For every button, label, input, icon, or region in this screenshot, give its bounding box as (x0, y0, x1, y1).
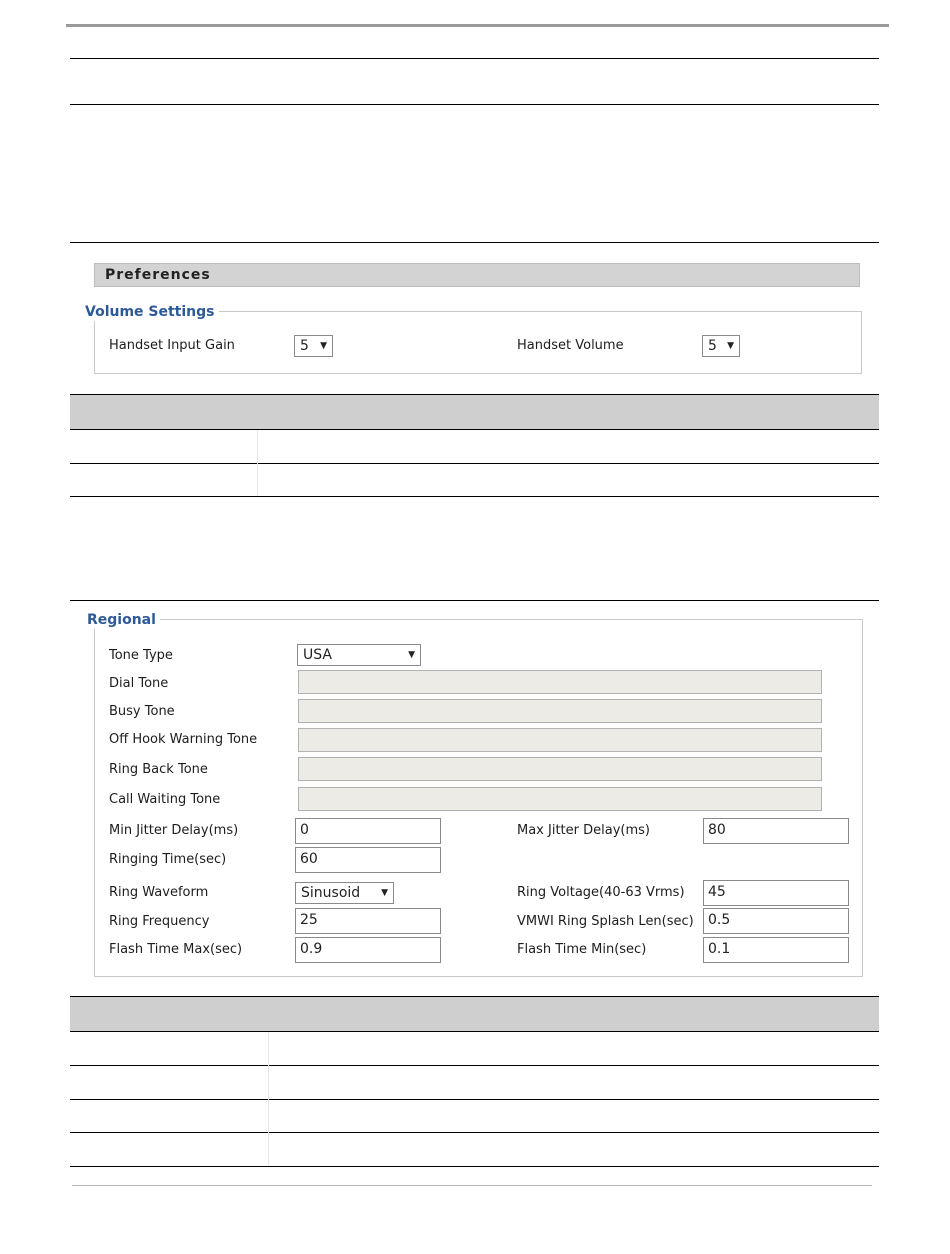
flash-time-max-label: Flash Time Max(sec) (109, 942, 243, 957)
preferences-header: Preferences (94, 263, 860, 287)
table-rule (70, 429, 879, 430)
chevron-down-icon: ▼ (381, 888, 388, 898)
table-rule (70, 58, 879, 59)
handset-input-gain-select[interactable] (294, 335, 333, 357)
ring-frequency-input[interactable]: 25 (295, 908, 441, 934)
off-hook-warning-tone-field[interactable] (298, 728, 822, 752)
busy-tone-label: Busy Tone (109, 704, 175, 719)
table-rule (70, 1166, 879, 1167)
call-waiting-tone-label: Call Waiting Tone (109, 792, 221, 807)
min-jitter-delay-input[interactable]: 0 (295, 818, 441, 844)
call-waiting-tone-field[interactable] (298, 787, 822, 811)
page-footer-rule (72, 1185, 872, 1186)
max-jitter-delay-input[interactable]: 80 (703, 818, 849, 844)
ring-waveform-select[interactable] (295, 882, 394, 904)
busy-tone-field[interactable] (298, 699, 822, 723)
vmwi-ring-splash-len-input[interactable]: 0.5 (703, 908, 849, 934)
column-divider (257, 430, 258, 496)
ringing-time-input[interactable]: 60 (295, 847, 441, 873)
handset-volume-select[interactable] (702, 335, 740, 357)
ring-waveform-label: Ring Waveform (109, 885, 209, 900)
flash-time-min-input[interactable]: 0.1 (703, 937, 849, 963)
table-rule (70, 996, 879, 997)
volume-settings-legend: Volume Settings (81, 303, 219, 321)
ring-voltage-label: Ring Voltage(40-63 Vrms) (517, 885, 685, 900)
handset-volume-value: 5 (708, 338, 717, 354)
regional-legend: Regional (83, 611, 160, 629)
ring-back-tone-field[interactable] (298, 757, 822, 781)
ring-voltage-input[interactable]: 45 (703, 880, 849, 906)
flash-time-max-input[interactable]: 0.9 (295, 937, 441, 963)
table-rule (70, 1031, 879, 1032)
handset-input-gain-value: 5 (300, 338, 309, 354)
table-rule (70, 242, 879, 243)
table-rule (70, 1132, 879, 1133)
handset-volume-label: Handset Volume (517, 338, 624, 353)
dial-tone-label: Dial Tone (109, 676, 169, 691)
table-header (70, 997, 879, 1031)
max-jitter-delay-label: Max Jitter Delay(ms) (517, 823, 650, 838)
column-divider (268, 1032, 269, 1166)
handset-input-gain-label: Handset Input Gain (109, 338, 235, 353)
table-rule (70, 600, 879, 601)
ringing-time-label: Ringing Time(sec) (109, 852, 227, 867)
chevron-down-icon: ▼ (727, 341, 734, 351)
chevron-down-icon: ▼ (408, 650, 415, 660)
tone-type-label: Tone Type (109, 648, 173, 663)
chevron-down-icon: ▼ (320, 341, 327, 351)
table-header (70, 395, 879, 429)
ring-waveform-value: Sinusoid (301, 885, 361, 901)
table-rule (70, 104, 879, 105)
off-hook-warning-tone-label: Off Hook Warning Tone (109, 732, 258, 747)
table-rule (70, 463, 879, 464)
table-rule (70, 496, 879, 497)
ring-frequency-label: Ring Frequency (109, 914, 210, 929)
ring-back-tone-label: Ring Back Tone (109, 762, 208, 777)
flash-time-min-label: Flash Time Min(sec) (517, 942, 647, 957)
tone-type-select[interactable] (297, 644, 421, 666)
table-rule (70, 1065, 879, 1066)
table-rule (70, 1099, 879, 1100)
table-rule (70, 394, 879, 395)
vmwi-ring-splash-len-label: VMWI Ring Splash Len(sec) (517, 914, 694, 929)
page-top-rule (66, 24, 889, 27)
min-jitter-delay-label: Min Jitter Delay(ms) (109, 823, 239, 838)
tone-type-value: USA (303, 647, 332, 663)
dial-tone-field[interactable] (298, 670, 822, 694)
